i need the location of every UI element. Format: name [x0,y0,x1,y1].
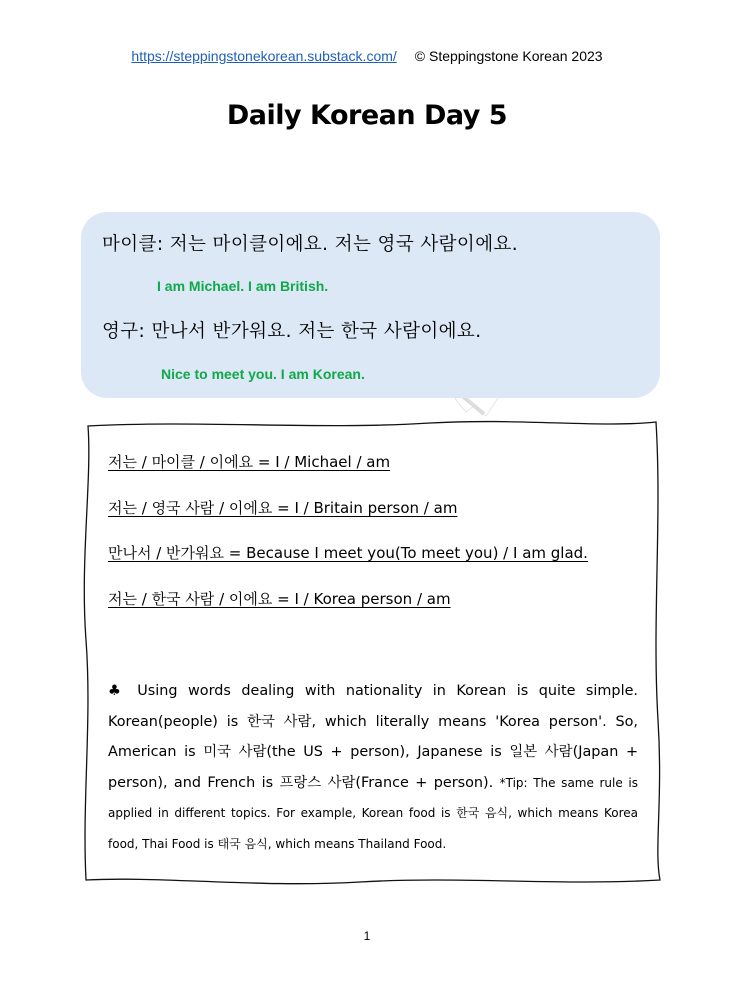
dialogue-translation-younggu: Nice to meet you. I am Korean. [161,366,365,382]
dialogue-line-michael: 마이클: 저는 마이클이에요. 저는 영국 사람이에요. [102,234,519,255]
vocab-item: 저는 / 영국 사람 / 이에요 = I / Britain person / am [108,499,458,517]
vocab-item: 저는 / 한국 사람 / 이에요 = I / Korea person / am [108,590,451,608]
club-icon: ♣ [108,683,127,699]
page-title: Daily Korean Day 5 [226,100,508,131]
vocab-item: 저는 / 마이클 / 이에요 = I / Michael / am [108,453,391,471]
copyright-text: © Steppingstone Korean 2023 [414,48,603,64]
page-number: 1 [363,929,371,943]
note-body: Using words dealing with nationality in Korean is quite simple. Korean(people) is 한국 사람, which literally means 'Korea person'. So, American is 미국 사람(the US + person), Japanese is 일본 사람(Japan + person), and French is 프랑스 사람(France + person). [108,683,638,791]
dialogue-line-younggu: 영구: 만나서 반가워요. 저는 한국 사람이에요. [102,321,482,342]
substack-link[interactable]: https://steppingstonekorean.substack.com/ [131,48,397,64]
note-tip: *Tip: The same rule is applied in different topics. For example, Korean food is 한국 음식, which means Korea food, Thai Food is 태국 음식, which means Thailand Food. [108,775,638,851]
dialogue-translation-michael: I am Michael. I am British. [157,278,329,294]
vocab-item: 만나서 / 반가워요 = Because I meet you(To meet you) / I am glad. [108,544,588,562]
nationality-note [108,676,638,859]
